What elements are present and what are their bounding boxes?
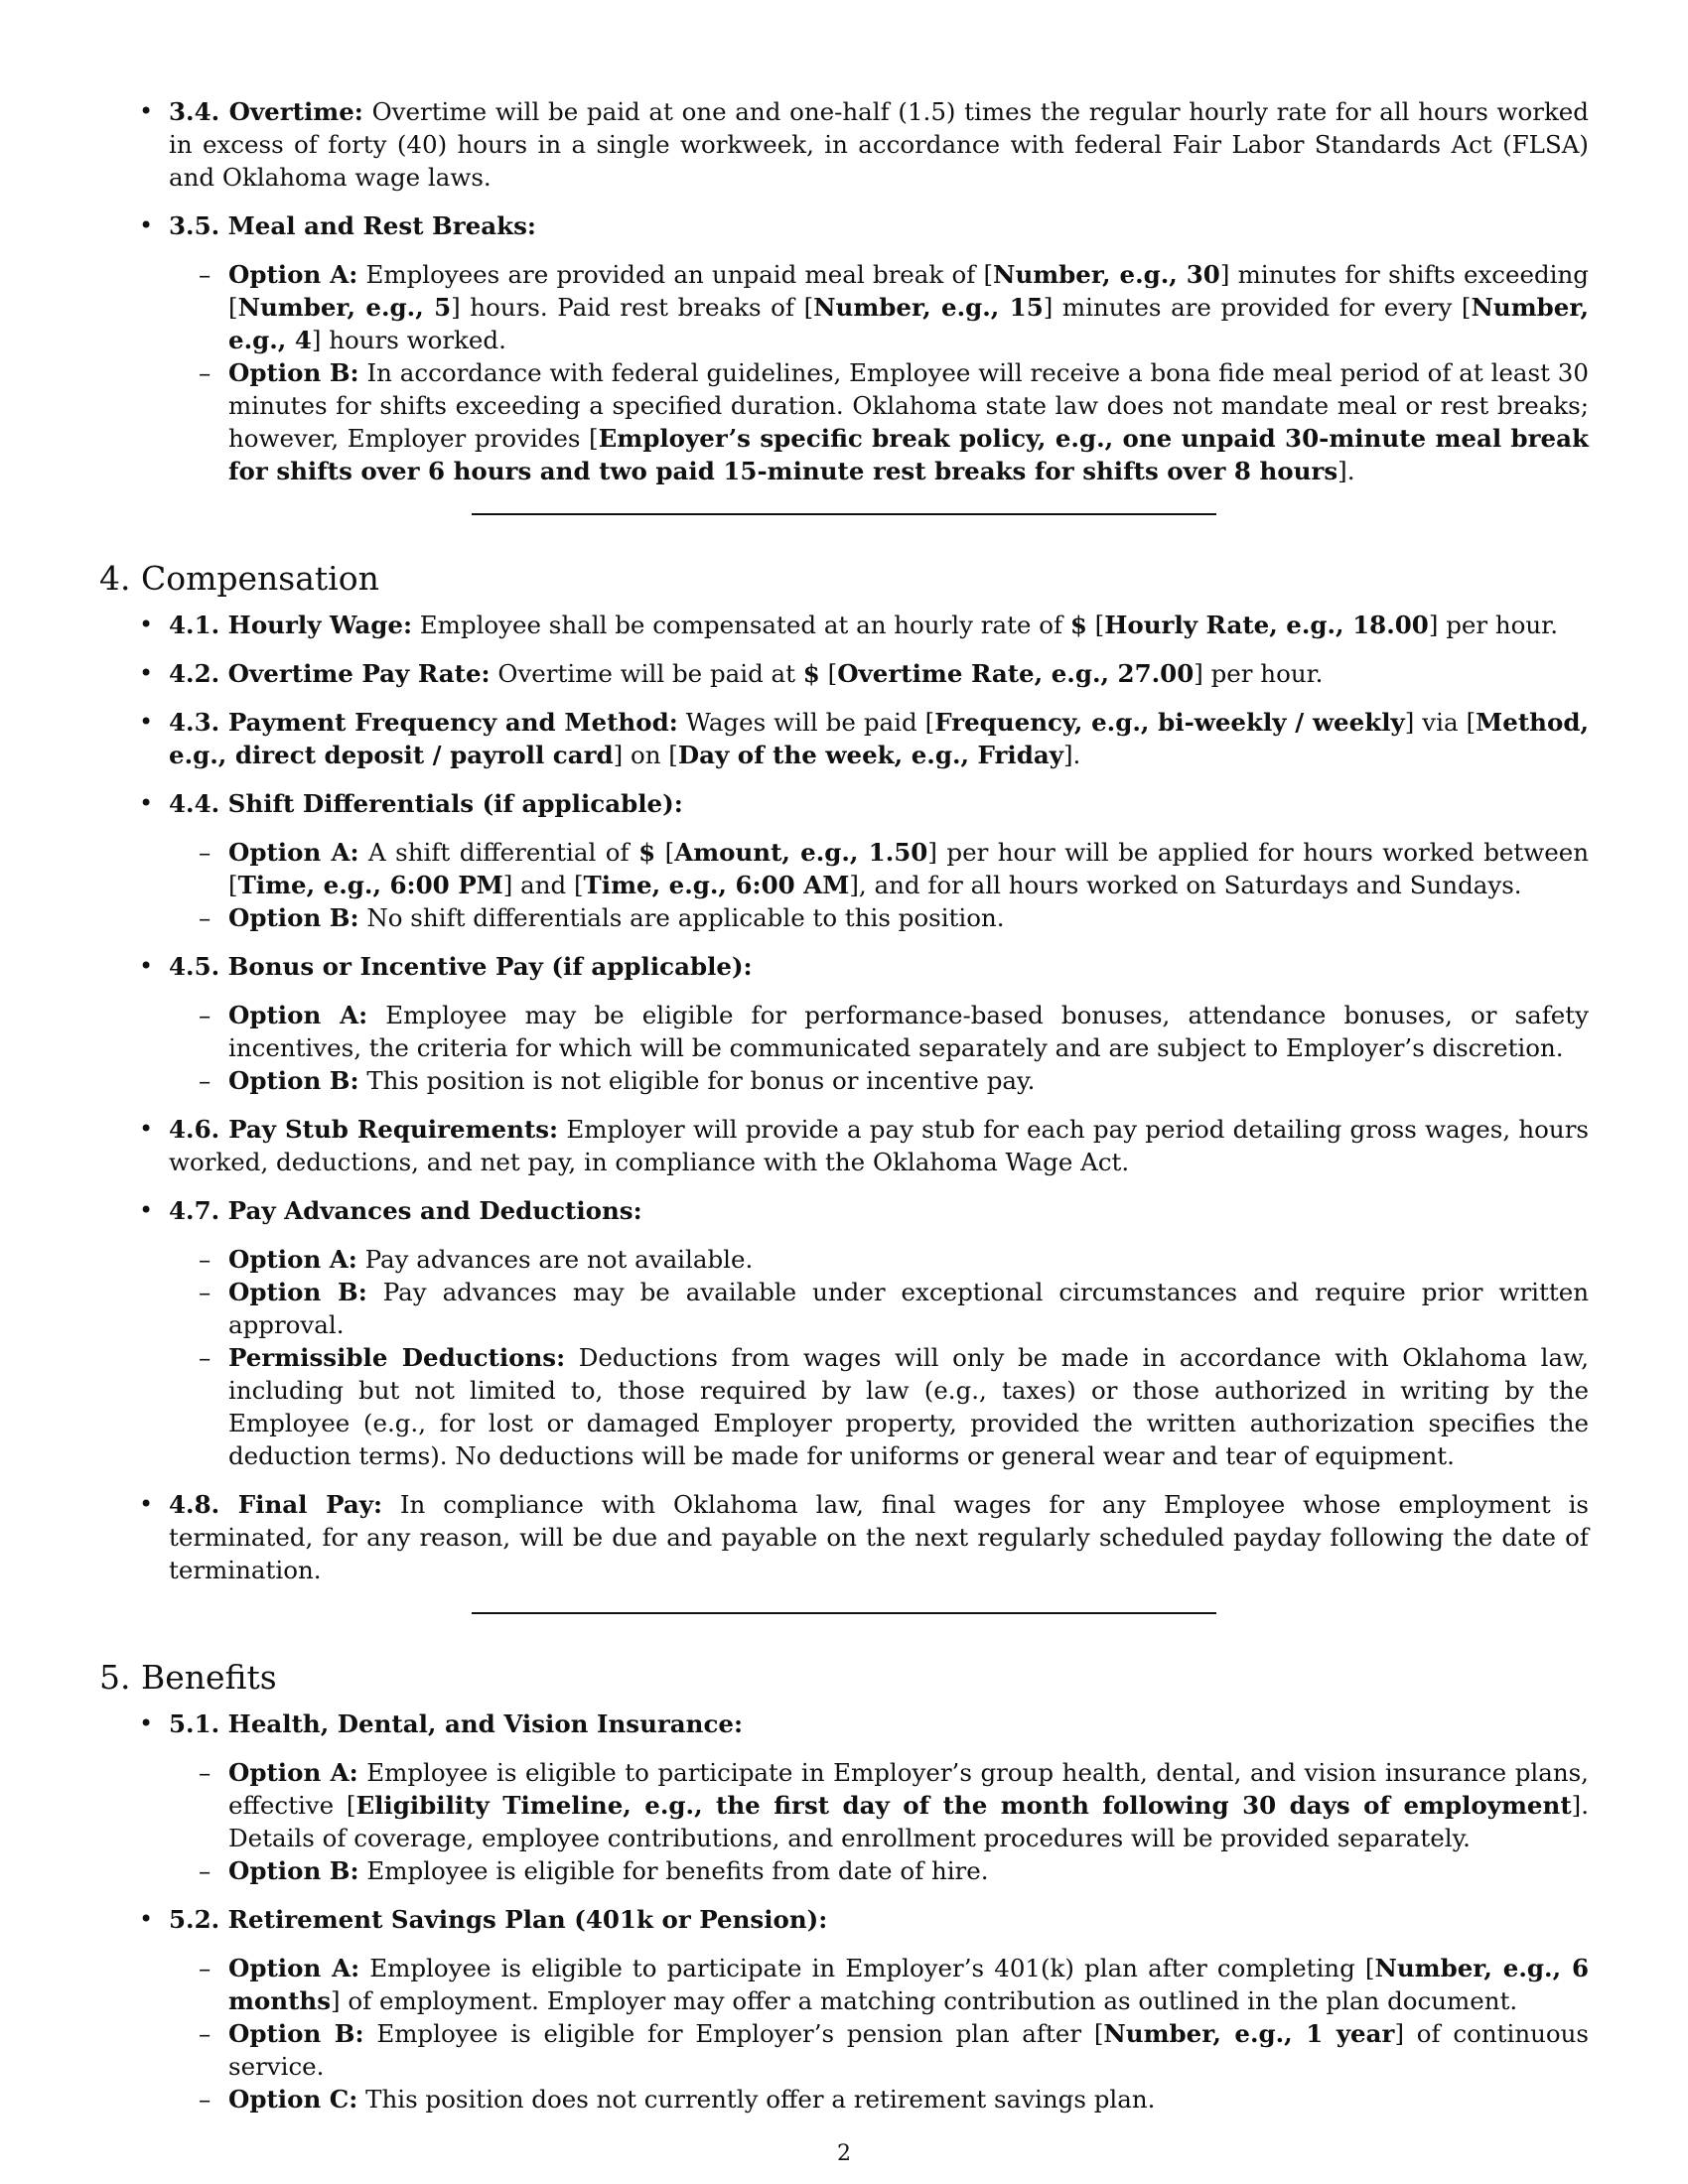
placeholder: Eligibility Timeline, e.g., the first day of the month following 30 days of employment xyxy=(355,1791,1572,1820)
clause-5-2 xyxy=(99,1903,1589,2116)
text: This position is not eligible for bonus or incentive pay. xyxy=(358,1066,1036,1095)
placeholder: Overtime Rate, e.g., 27.00 xyxy=(837,659,1195,688)
clause-4-5 xyxy=(99,950,1589,1097)
option-b xyxy=(169,1276,1589,1341)
text: ] of continuous service. xyxy=(228,2019,1589,2081)
text: Pay advances may be available under exceptional circumstances and require prior written approval. xyxy=(228,1278,1589,1339)
placeholder: Frequency, e.g., bi-weekly / weekly xyxy=(934,708,1405,737)
option-list xyxy=(169,836,1589,934)
text: ]. xyxy=(1337,457,1355,485)
placeholder: Method, e.g., direct deposit / payroll card xyxy=(169,708,1589,769)
text: Pay advances are not available. xyxy=(356,1245,754,1274)
text: No shift differentials are applicable to this position. xyxy=(358,903,1005,932)
currency-symbol: $ xyxy=(1069,611,1087,639)
text: ] hours. Paid rest breaks of [ xyxy=(451,293,814,322)
section-heading-compensation: 4. Compensation xyxy=(99,559,379,598)
text: ]. xyxy=(1062,741,1081,769)
text: In compliance with Oklahoma law, final wages for any Employee whose employment is terminated, for any reason, will be due and payable on the next regularly scheduled payday following the date of termination. xyxy=(169,1490,1589,1584)
option-b xyxy=(169,356,1589,487)
placeholder: Number, e.g., 1 year xyxy=(1103,2019,1395,2048)
option-list xyxy=(169,999,1589,1097)
clause-4-3 xyxy=(99,706,1589,771)
clause-label: 4.6. Pay Stub Requirements: xyxy=(169,1115,559,1144)
option-label: Option B: xyxy=(228,1066,359,1095)
permissible-deductions xyxy=(169,1341,1589,1472)
clause-4-4 xyxy=(99,787,1589,934)
placeholder: Number, e.g., 4 xyxy=(228,293,1589,354)
text: ] via [ xyxy=(1404,708,1477,737)
section-divider xyxy=(472,513,1216,515)
option-b xyxy=(169,901,1589,934)
option-a xyxy=(169,1243,1589,1276)
clause-label: 4.4. Shift Differentials (if applicable): xyxy=(169,789,683,818)
clause-label: 4.5. Bonus or Incentive Pay (if applicable): xyxy=(169,952,753,981)
option-label: Option B: xyxy=(228,903,359,932)
text: This position does not currently offer a retirement savings plan. xyxy=(357,2085,1156,2114)
option-list xyxy=(169,1243,1589,1472)
clause-5-1 xyxy=(99,1707,1589,1887)
option-b xyxy=(169,1854,1589,1887)
placeholder: Employer’s specific break policy, e.g., one unpaid 30-minute meal break for shifts over 6 hours and two paid 15-minute rest breaks for shifts over 8 hours xyxy=(228,424,1589,485)
placeholder: Number, e.g., 30 xyxy=(993,260,1220,289)
option-list xyxy=(169,258,1589,487)
clause-label: 4.7. Pay Advances and Deductions: xyxy=(169,1196,642,1225)
text: ] minutes for shifts exceeding [ xyxy=(228,260,1589,322)
text: Wages will be paid [ xyxy=(677,708,935,737)
placeholder: Number, e.g., 5 xyxy=(237,293,452,322)
text: ] per hour will be applied for hours worked between [ xyxy=(228,838,1589,899)
clause-3-4 xyxy=(99,95,1589,194)
page-content xyxy=(99,95,1589,2131)
clause-text: Overtime will be paid at one and one-half (1.5) times the regular hourly rate for all hours worked in excess of forty (40) hours in a single workweek, in accordance with federal Fair Labor Standards Act (FLSA) and Oklahoma wage laws. xyxy=(169,97,1589,192)
option-label: Option A: xyxy=(228,1245,357,1274)
currency-symbol: $ xyxy=(638,838,656,867)
option-label: Option B: xyxy=(228,2019,364,2048)
text: Overtime will be paid at xyxy=(490,659,803,688)
option-c xyxy=(169,2083,1589,2116)
text: ] per hour. xyxy=(1194,659,1324,688)
text: ], and for all hours worked on Saturdays and Sundays. xyxy=(849,871,1522,899)
option-a xyxy=(169,836,1589,901)
option-a xyxy=(169,1952,1589,2017)
text: Employees are provided an unpaid meal break of [ xyxy=(357,260,994,289)
placeholder: Amount, e.g., 1.50 xyxy=(674,838,928,867)
text: ] on [ xyxy=(613,741,678,769)
option-b xyxy=(169,2017,1589,2083)
clause-label: 3.4. Overtime: xyxy=(169,97,363,126)
clause-4-8 xyxy=(99,1488,1589,1586)
placeholder: Hourly Rate, e.g., 18.00 xyxy=(1104,611,1429,639)
option-label: Option B: xyxy=(228,358,359,387)
placeholder: Time, e.g., 6:00 AM xyxy=(583,871,850,899)
text: ]. Details of coverage, employee contributions, and enrollment procedures will be provided separately. xyxy=(228,1791,1589,1852)
text: [ xyxy=(655,838,675,867)
clause-3-5 xyxy=(99,209,1589,487)
text: Deductions from wages will only be made in accordance with Oklahoma law, including but not limited to, those required by law (e.g., taxes) or those authorized in writing by the Employee (e.g., for lost or damaged Employer property, provided the written authorization specifies the deduction terms). No deductions will be made for uniforms or general wear and tear of equipment. xyxy=(228,1343,1589,1470)
option-label: Option A: xyxy=(228,1758,358,1787)
option-label: Option C: xyxy=(228,2085,358,2114)
clause-label: 4.2. Overtime Pay Rate: xyxy=(169,659,491,688)
text: Employee shall be compensated at an hourly rate of xyxy=(412,611,1070,639)
option-label: Option A: xyxy=(228,838,359,867)
option-label: Option B: xyxy=(228,1856,359,1885)
placeholder: Day of the week, e.g., Friday xyxy=(677,741,1063,769)
text: Employer will provide a pay stub for each pay period detailing gross wages, hours worked, deductions, and net pay, in compliance with the Oklahoma Wage Act. xyxy=(169,1115,1589,1176)
clause-label: 4.3. Payment Frequency and Method: xyxy=(169,708,678,737)
clause-4-6 xyxy=(99,1113,1589,1178)
text: ] per hour. xyxy=(1428,611,1558,639)
clause-label: 4.8. Final Pay: xyxy=(169,1490,382,1519)
option-a xyxy=(169,1756,1589,1854)
text: In accordance with federal guidelines, Employee will receive a bona fide meal period of at least 30 minutes for shifts exceeding a specified duration. Oklahoma state law does not mandate meal or rest breaks; however, Employer provides [ xyxy=(228,358,1589,453)
text: Employee is eligible to participate in Employer’s group health, dental, and vision insurance plans, effective [ xyxy=(228,1758,1589,1820)
clause-4-2 xyxy=(99,657,1589,690)
text: Employee may be eligible for performance-based bonuses, attendance bonuses, or safety incentives, the criteria for which will be communicated separately and are subject to Employer’s discretion. xyxy=(228,1001,1589,1062)
text: ] minutes are provided for every [ xyxy=(1043,293,1472,322)
option-a xyxy=(169,999,1589,1064)
clause-4-1 xyxy=(99,609,1589,641)
text: [ xyxy=(1086,611,1105,639)
option-list xyxy=(169,1952,1589,2116)
option-a xyxy=(169,258,1589,356)
placeholder: Number, e.g., 6 months xyxy=(228,1954,1589,2015)
option-list xyxy=(169,1756,1589,1887)
text: ] hours worked. xyxy=(311,326,506,354)
option-label: Option A: xyxy=(228,260,358,289)
text: A shift differential of xyxy=(358,838,639,867)
clause-label: 5.2. Retirement Savings Plan (401k or Pension): xyxy=(169,1905,828,1934)
page-number: 2 xyxy=(837,2141,851,2166)
option-label: Permissible Deductions: xyxy=(228,1343,566,1372)
clause-label: 3.5. Meal and Rest Breaks: xyxy=(169,211,536,240)
text: Employee is eligible for benefits from date of hire. xyxy=(358,1856,989,1885)
option-b xyxy=(169,1064,1589,1097)
text: [ xyxy=(819,659,838,688)
placeholder: Time, e.g., 6:00 PM xyxy=(237,871,503,899)
currency-symbol: $ xyxy=(802,659,820,688)
placeholder: Number, e.g., 15 xyxy=(813,293,1044,322)
text: Employee is eligible to participate in Employer’s 401(k) plan after completing [ xyxy=(359,1954,1375,1982)
clause-4-7 xyxy=(99,1194,1589,1472)
text: ] of employment. Employer may offer a matching contribution as outlined in the plan document. xyxy=(331,1986,1518,2015)
option-label: Option A: xyxy=(228,1001,368,1029)
section-divider xyxy=(472,1612,1216,1614)
option-label: Option B: xyxy=(228,1278,367,1306)
text: ] and [ xyxy=(502,871,584,899)
section-heading-benefits: 5. Benefits xyxy=(99,1658,277,1697)
clause-label: 5.1. Health, Dental, and Vision Insurance: xyxy=(169,1709,744,1738)
clause-label: 4.1. Hourly Wage: xyxy=(169,611,412,639)
option-label: Option A: xyxy=(228,1954,360,1982)
text: Employee is eligible for Employer’s pension plan after [ xyxy=(363,2019,1104,2048)
